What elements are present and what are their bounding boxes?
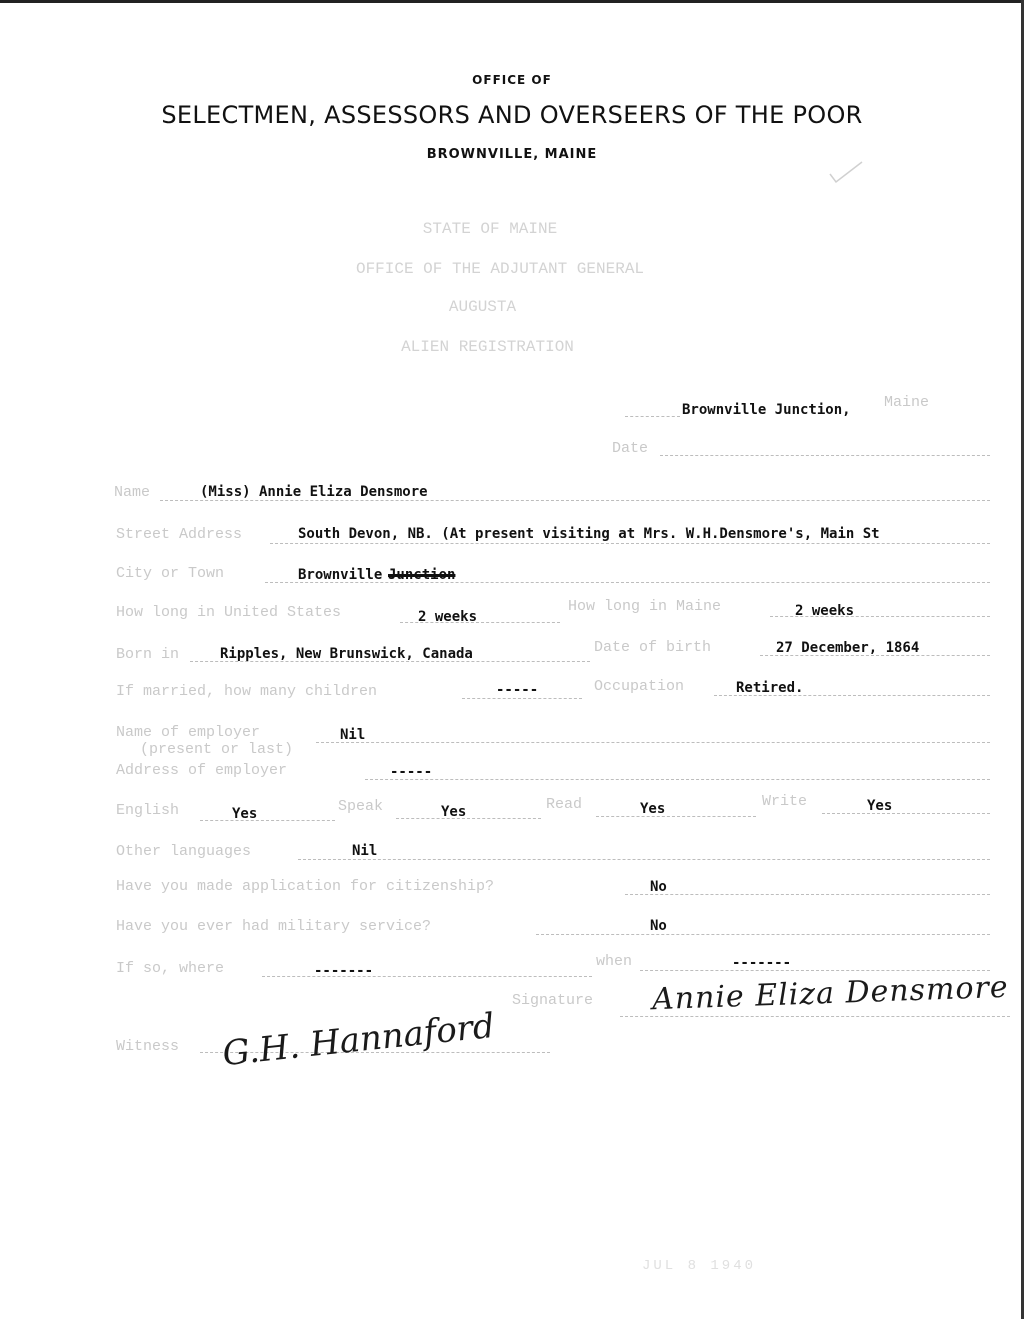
citizenship-label: Have you made application for citizenship? (116, 878, 495, 895)
applicant-signature: Annie Eliza Densmore (651, 969, 1010, 1018)
maine-time-value: 2 weeks (795, 603, 855, 619)
when-value: ------- (732, 955, 792, 971)
us-time-label: How long in United States (116, 604, 342, 621)
name-line (160, 500, 990, 501)
speak-label: Speak (338, 798, 384, 815)
city-label: City or Town (116, 565, 225, 582)
military-label: Have you ever had military service? (116, 918, 432, 935)
check-mark-icon (826, 158, 866, 188)
witness-signature: G.H. Hannaford (220, 1005, 497, 1075)
letterhead-location: BROWNVILLE, MAINE (426, 147, 598, 162)
date-line (660, 455, 990, 456)
form-heading-city: AUGUSTA (448, 298, 517, 316)
employer-line (316, 742, 990, 743)
other-lang-label: Other languages (116, 843, 252, 860)
place-state-label: Maine (884, 394, 930, 411)
where-value: ------- (314, 963, 374, 979)
english-value: Yes (232, 806, 258, 822)
city-struck-value: Junction (388, 567, 456, 583)
place-value: Brownville Junction, (682, 402, 851, 418)
employer-address-line (365, 779, 990, 780)
signature-label: Signature (512, 992, 594, 1009)
speak-line (396, 818, 541, 819)
name-label: Name (114, 484, 151, 501)
children-label: If married, how many children (116, 683, 378, 700)
name-value: (Miss) Annie Eliza Densmore (200, 484, 428, 500)
scan-edge-top (0, 0, 1024, 3)
occupation-label: Occupation (594, 678, 685, 695)
read-line (596, 816, 756, 817)
when-label: when (596, 953, 633, 970)
city-value: Brownville (298, 567, 383, 583)
when-line (640, 970, 990, 971)
where-label: If so, where (116, 960, 225, 977)
letterhead-office-of: OFFICE OF (472, 73, 552, 87)
employer-sublabel: (present or last) (140, 741, 294, 758)
form-heading-program: ALIEN REGISTRATION (401, 338, 574, 356)
occupation-value: Retired. (736, 680, 804, 696)
born-value: Ripples, New Brunswick, Canada (220, 646, 473, 662)
employer-address-label: Address of employer (116, 762, 288, 779)
write-label: Write (762, 793, 808, 810)
english-label: English (116, 802, 180, 819)
read-label: Read (546, 796, 583, 813)
street-label: Street Address (116, 526, 243, 543)
write-value: Yes (867, 798, 893, 814)
write-line (822, 813, 990, 814)
receipt-stamp: JUL 8 1940 (642, 1258, 757, 1274)
witness-label: Witness (116, 1038, 180, 1055)
citizenship-line (625, 894, 990, 895)
dob-label: Date of birth (594, 639, 712, 656)
english-line (200, 820, 335, 821)
read-value: Yes (640, 801, 666, 817)
us-time-value: 2 weeks (418, 609, 478, 625)
dob-value: 27 December, 1864 (776, 640, 920, 656)
employer-label: Name of employer (116, 724, 261, 741)
employer-value: Nil (340, 727, 366, 743)
place-line (625, 416, 680, 417)
born-label: Born in (116, 646, 180, 663)
military-line (536, 934, 990, 935)
where-line (262, 976, 592, 977)
children-line (462, 698, 582, 699)
employer-address-value: ----- (390, 764, 433, 780)
other-lang-line (298, 859, 990, 860)
letterhead-title: SELECTMEN, ASSESSORS AND OVERSEERS OF THE POOR (161, 101, 863, 129)
date-label: Date (612, 440, 649, 457)
street-value: South Devon, NB. (At present visiting at Mrs. W.H.Densmore's, Main St (298, 526, 880, 542)
speak-value: Yes (441, 804, 467, 820)
children-value: ----- (496, 682, 539, 698)
form-heading-office: OFFICE OF THE ADJUTANT GENERAL (355, 260, 645, 278)
form-heading-state: STATE OF MAINE (422, 220, 558, 238)
street-line (270, 543, 990, 544)
maine-time-label: How long in Maine (568, 598, 722, 615)
citizenship-value: No (650, 879, 667, 895)
other-lang-value: Nil (352, 843, 378, 859)
military-value: No (650, 918, 667, 934)
